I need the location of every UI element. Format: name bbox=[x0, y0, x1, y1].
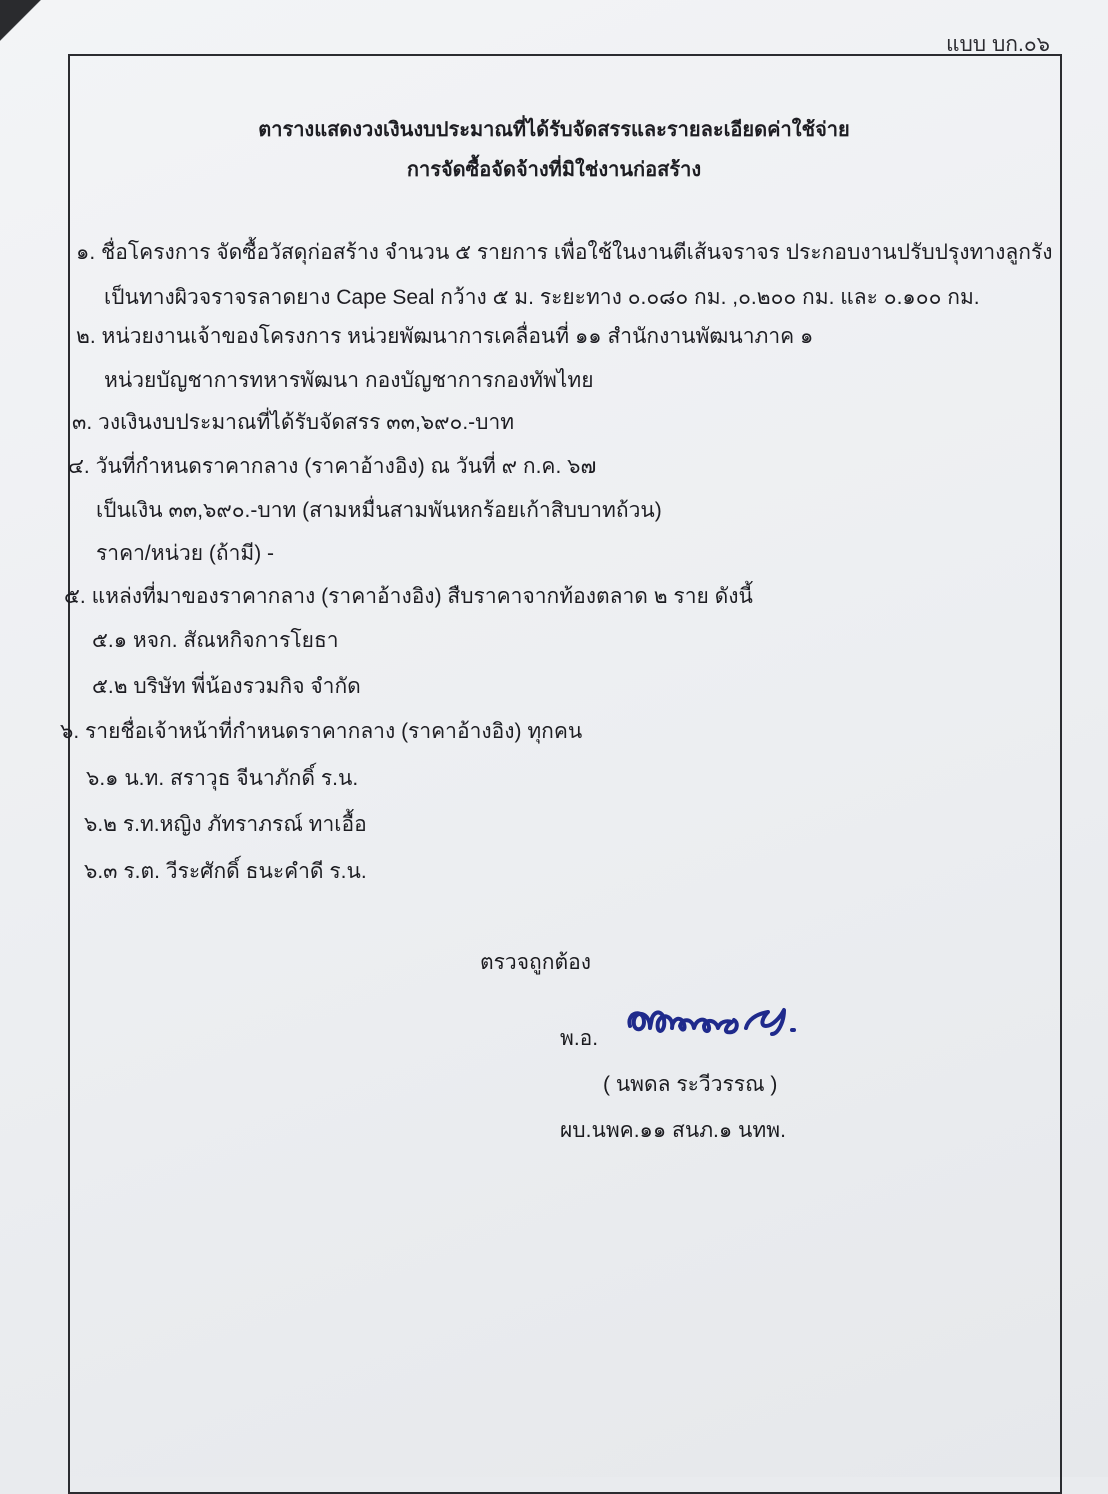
verified-label: ตรวจถูกต้อง bbox=[480, 951, 591, 974]
signer-position: ผบ.นพค.๑๑ สนภ.๑ นทพ. bbox=[560, 1119, 786, 1142]
item-4-reference-date: ๔. วันที่กำหนดราคากลาง (ราคาอ้างอิง) ณ วันที่ ๙ ก.ค. ๖๗ bbox=[68, 455, 597, 478]
document-title-line2: การจัดซื้อจัดจ้างที่มิใช่งานก่อสร้าง bbox=[406, 159, 702, 181]
item-3-budget: ๓. วงเงินงบประมาณที่ได้รับจัดสรร ๓๓,๖๙๐.-บาท bbox=[72, 411, 515, 434]
item-1-project-name: ๑. ชื่อโครงการ จัดซื้อวัสดุก่อสร้าง จำนวน ๕ รายการ เพื่อใช้ในงานตีเส้นจราจร ประกอบงานปรับปรุงทางลูกรัง bbox=[76, 241, 1053, 264]
item-6-officers: ๖. รายชื่อเจ้าหน้าที่กำหนดราคากลาง (ราคาอ้างอิง) ทุกคน bbox=[60, 720, 583, 743]
item-5-2-vendor: ๕.๒ บริษัท พี่น้องรวมกิจ จำกัด bbox=[92, 675, 361, 698]
item-1-project-detail: เป็นทางผิวจราจรลาดยาง Cape Seal กว้าง ๕ ม. ระยะทาง ๐.๐๘๐ กม. ,๐.๒๐๐ กม. และ ๐.๑๐๐ กม. bbox=[104, 286, 980, 309]
form-code: แบบ บก.๐๖ bbox=[945, 33, 1050, 56]
document-title-line1: ตารางแสดงวงเงินงบประมาณที่ได้รับจัดสรรและรายละเอียดค่าใช้จ่าย bbox=[258, 119, 850, 141]
item-6-3-officer: ๖.๓ ร.ต. วีระศักดิ์ ธนะคำดี ร.น. bbox=[84, 860, 367, 883]
signer-rank: พ.อ. bbox=[560, 1027, 599, 1050]
handwritten-signature bbox=[622, 998, 812, 1058]
item-5-1-vendor: ๕.๑ หจก. สัณหกิจการโยธา bbox=[92, 629, 339, 652]
item-6-1-officer: ๖.๑ น.ท. สราวุธ จีนาภักดิ์ ร.น. bbox=[86, 767, 359, 790]
item-4-unit-price: ราคา/หน่วย (ถ้ามี) - bbox=[96, 542, 275, 565]
item-4-amount: เป็นเงิน ๓๓,๖๙๐.-บาท (สามหมื่นสามพันหกร้อยเก้าสิบบาทถ้วน) bbox=[96, 499, 662, 522]
signer-name: ( นพดล ระวีวรรณ ) bbox=[603, 1073, 778, 1096]
item-2-owner-command: หน่วยบัญชาการทหารพัฒนา กองบัญชาการกองทัพไทย bbox=[104, 369, 594, 392]
page-corner-shadow bbox=[0, 0, 70, 45]
item-2-owner-unit: ๒. หน่วยงานเจ้าของโครงการ หน่วยพัฒนาการเคลื่อนที่ ๑๑ สำนักงานพัฒนาภาค ๑ bbox=[76, 325, 814, 348]
item-6-2-officer: ๖.๒ ร.ท.หญิง ภัทราภรณ์ ทาเอื้อ bbox=[84, 813, 367, 836]
item-5-price-source: ๕. แหล่งที่มาของราคากลาง (ราคาอ้างอิง) สืบราคาจากท้องตลาด ๒ ราย ดังนี้ bbox=[64, 585, 753, 608]
